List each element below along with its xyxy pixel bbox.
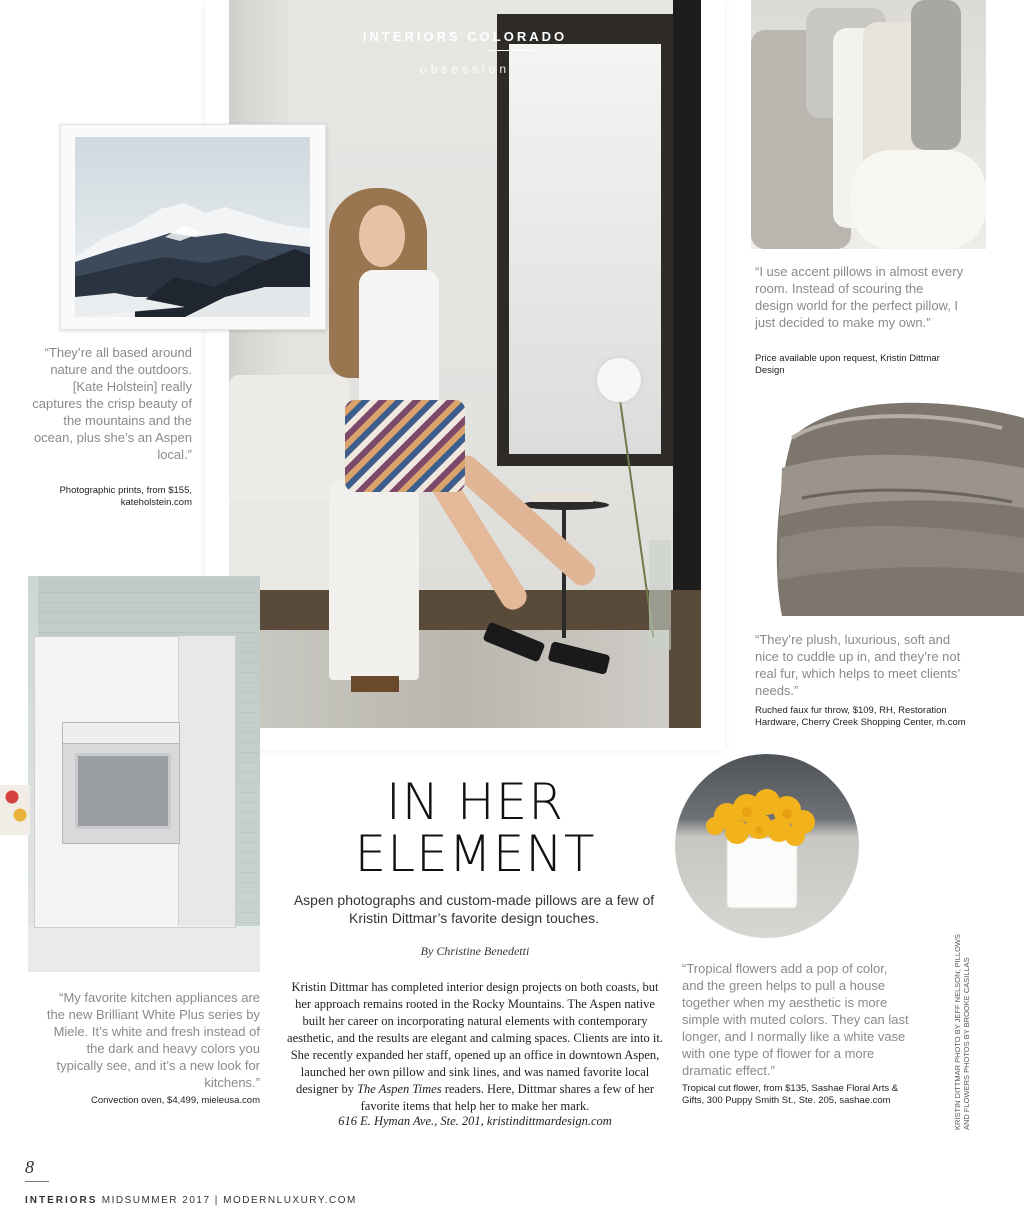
pillows-photo	[751, 0, 986, 249]
dek: Aspen photographs and custom-made pillows are a few of Kristin Dittmar’s favorite design touches.	[293, 892, 655, 926]
footer-brand: INTERIORS	[25, 1195, 98, 1206]
masthead-brand: INTERIORS COLORADO	[362, 29, 568, 44]
sheepskin	[851, 150, 986, 249]
books	[531, 493, 593, 502]
body-text-1: Kristin Dittmar has completed interior design projects on both coasts, but her approach remains rooted in the Rocky Mountains. The Aspen native built her career on incorporating natural elements with contemporary aesthetic, and the results are elegant and calming spaces. Clients are into it. She recently expanded her staff, opened up an office in downtown Aspen, launched her own pillow and sink lines, and was named favorite local designer by	[287, 980, 663, 1096]
sofa-leg	[351, 676, 399, 692]
oven-caption: Convection oven, $4,499, mieleusa.com	[91, 1095, 260, 1106]
page-number: 8	[25, 1157, 34, 1177]
photo-credit-text: KRISTIN DITTMAR PHOTO BY JEFF NELSON; PILLOWS AND FLOWERS PHOTOS BY BROOKE CASILLAS	[953, 933, 971, 1130]
headline	[300, 773, 650, 883]
article-body	[286, 979, 664, 1115]
oven-control-panel	[63, 723, 179, 744]
cabinet-side	[178, 636, 235, 926]
print-caption: Photographic prints, from $155, kateholstein.com	[59, 485, 192, 508]
mountain-print	[75, 137, 310, 317]
flowers-illustration	[675, 754, 859, 938]
woman-skirt	[345, 400, 465, 492]
print-quote: “They’re all based around nature and the outdoors. [Kate Holstein] really captures the crisp beauty of the mountains and the ocean, plus she’s an Aspen local.”	[32, 345, 192, 462]
throw-quote: “They’re plush, luxurious, soft and nice to cuddle up in, and they’re not real fur, which helps to meet clients’ needs.”	[755, 632, 961, 698]
headline-line-2: ELEMENT	[354, 825, 596, 883]
headline-line-1: IN HER	[386, 773, 564, 831]
oven-window	[75, 753, 171, 829]
mountain-print-frame	[60, 124, 326, 330]
woman-top	[359, 270, 439, 410]
footer	[25, 1195, 357, 1206]
woman-face	[359, 205, 405, 267]
fur-pillow	[911, 0, 961, 150]
sofa-arm	[329, 480, 419, 680]
throw-caption: Ruched faux fur throw, $109, RH, Restoration Hardware, Cherry Creek Shopping Center, rh.com	[755, 705, 966, 728]
address-line: 616 E. Hyman Ave., Ste. 201, kristindittmardesign.com	[338, 1114, 612, 1128]
mountain-illustration	[75, 137, 310, 317]
window-glass	[509, 44, 661, 454]
hero-photo-frame	[205, 0, 725, 750]
publication-name: The Aspen Times	[357, 1082, 442, 1096]
fur-throw-illustration	[772, 398, 1024, 616]
oven-quote: “My favorite kitchen appliances are the new Brilliant White Plus series by Miele. It’s white and fresh instead of the dark and heavy colors you typically see, and it’s a new look for kitchens.”	[46, 990, 260, 1090]
window	[497, 14, 673, 466]
flowers-caption: Tropical cut flower, from $135, Sashae Floral Arts & Gifts, 300 Puppy Smith St., Ste. 205, sashae.com	[682, 1083, 899, 1106]
masthead-rule	[489, 50, 533, 51]
convection-oven	[62, 722, 180, 844]
rug	[249, 630, 669, 728]
byline: By Christine Benedetti	[420, 944, 530, 958]
page-number-rule	[25, 1181, 49, 1182]
fur-throw-photo	[772, 398, 1024, 616]
hero-photo	[229, 0, 701, 728]
body-text-2: readers. Here, Dittmar shares a few of her favorite items that help her to make her mark.	[360, 1082, 654, 1113]
section-label: obsession	[419, 62, 511, 76]
edge-flowers	[0, 785, 30, 835]
footer-issue: MIDSUMMER 2017 | MODERNLUXURY.COM	[101, 1195, 357, 1206]
oven-photo	[28, 576, 260, 972]
kitchen-floor	[28, 926, 260, 972]
allium-flower	[597, 358, 641, 402]
pillows-caption: Price available upon request, Kristin Dittmar Design	[755, 353, 940, 376]
glass-vase	[649, 540, 671, 650]
pillows-quote: “I use accent pillows in almost every room. Instead of scouring the design world for the perfect pillow, I just decided to make my own.”	[755, 264, 964, 330]
flowers-photo	[675, 754, 859, 938]
photo-credit	[953, 925, 969, 1130]
flowers-quote: “Tropical flowers add a pop of color, and the green helps to pull a house together when my aesthetic is more simple with muted colors. They can last longer, and I normally like a white vase with one type of flower for a more dramatic effect.”	[682, 961, 909, 1078]
